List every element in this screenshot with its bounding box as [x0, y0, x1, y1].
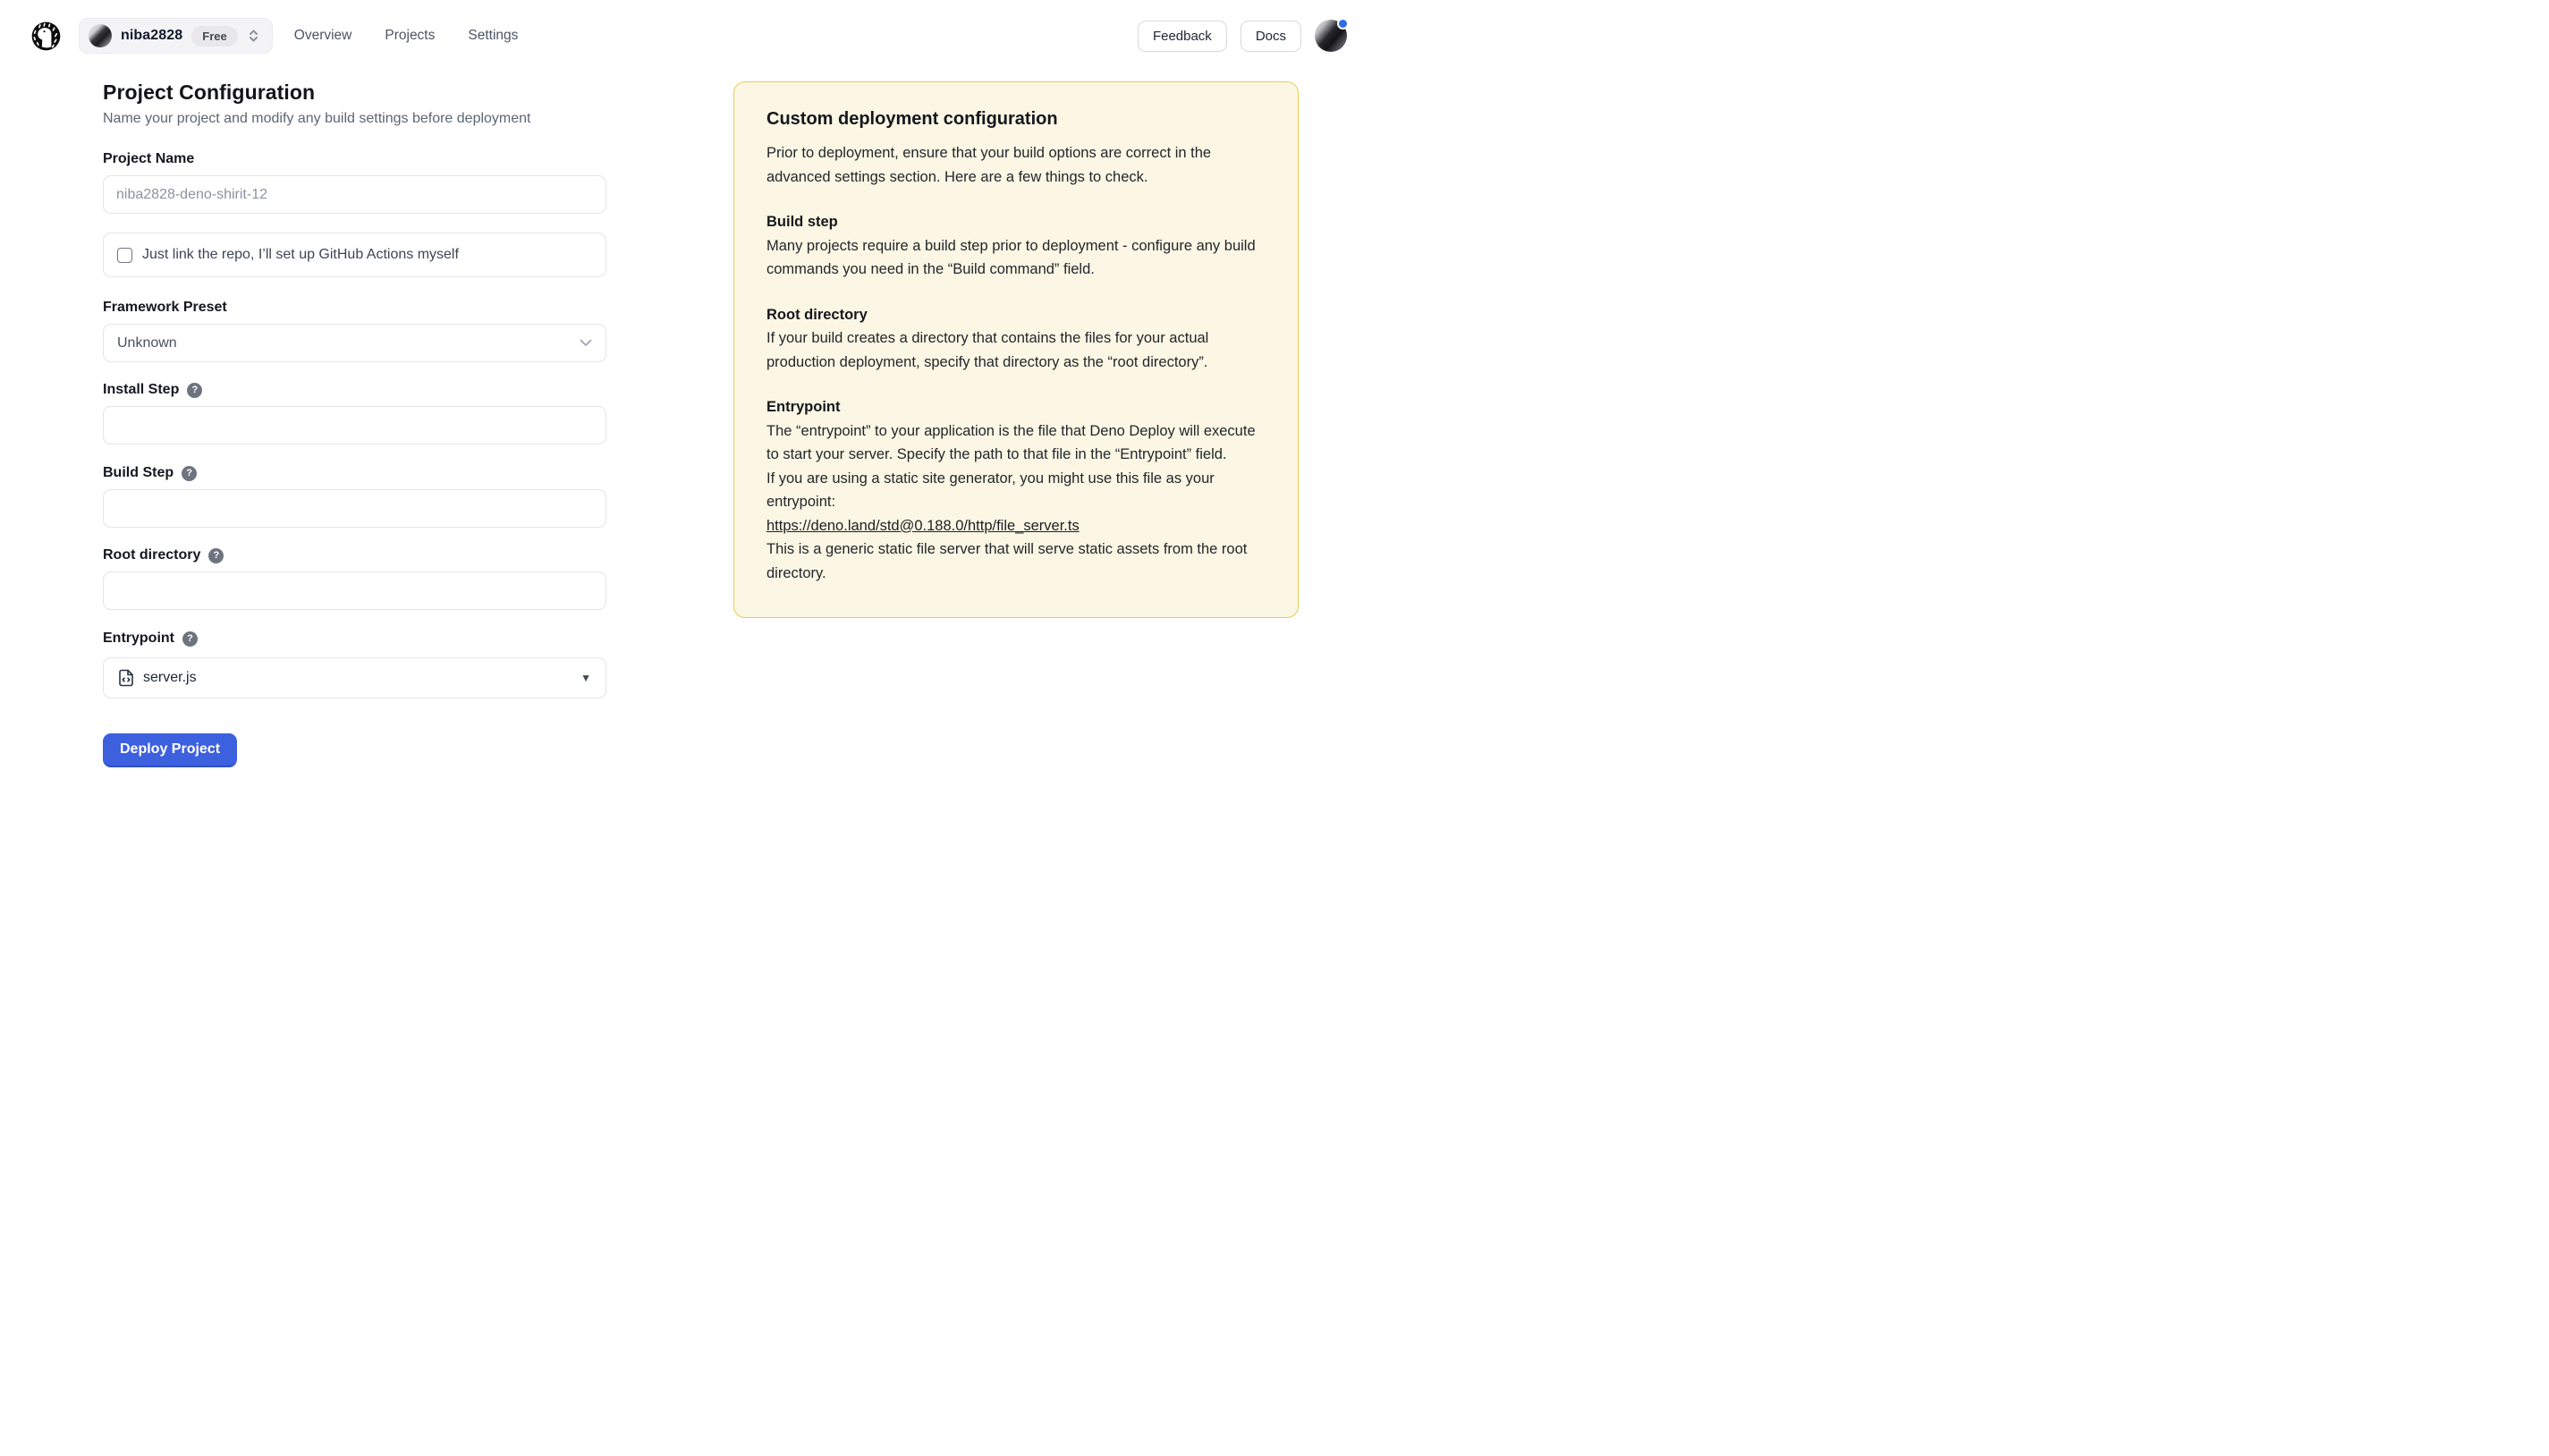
build-step-help-icon[interactable]: ? — [182, 466, 197, 481]
entrypoint-label: Entrypoint — [103, 631, 174, 646]
info-section-build-step — [766, 210, 1266, 282]
main-content — [0, 72, 1374, 767]
chevron-up-down-icon — [247, 29, 260, 43]
link-repo-label[interactable]: Just link the repo, I’ll set up GitHub Actions myself — [142, 247, 459, 262]
nav-overview[interactable]: Overview — [293, 28, 352, 43]
install-step-help-icon[interactable]: ? — [187, 383, 202, 398]
nav-settings[interactable]: Settings — [468, 28, 519, 43]
info-root-directory-heading: Root directory — [766, 306, 868, 323]
caret-down-icon: ▼ — [580, 672, 591, 684]
project-name-label: Project Name — [103, 151, 195, 166]
info-build-step-heading: Build step — [766, 214, 838, 230]
root-directory-help-icon[interactable]: ? — [208, 548, 224, 563]
nav-projects[interactable]: Projects — [385, 28, 436, 43]
file-server-link[interactable]: https://deno.land/std@0.188.0/http/file_server.ts — [766, 517, 1080, 534]
user-avatar[interactable] — [1315, 20, 1347, 52]
plan-badge: Free — [191, 26, 237, 47]
team-avatar — [89, 24, 112, 47]
install-step-label: Install Step — [103, 382, 180, 397]
feedback-button[interactable]: Feedback — [1138, 21, 1227, 52]
online-status-dot — [1337, 18, 1349, 30]
info-entrypoint-body3: This is a generic static file server that will serve static assets from the root directory. — [766, 541, 1248, 581]
project-name-input[interactable] — [103, 175, 606, 214]
info-entrypoint-body1: The “entrypoint” to your application is the file that Deno Deploy will execute to start your server. Specify the path to that file in the “Entrypoint” field. — [766, 422, 1256, 462]
info-panel-intro: Prior to deployment, ensure that your build options are correct in the advanced settings section. Here are a few things to check. — [766, 145, 1212, 185]
custom-deployment-info-panel — [733, 81, 1299, 618]
deploy-project-button[interactable]: Deploy Project — [103, 733, 237, 767]
main-nav — [294, 28, 519, 44]
deno-logo-icon[interactable] — [31, 21, 61, 51]
page-title: Project Configuration — [103, 80, 316, 104]
entrypoint-value: server.js — [143, 670, 197, 685]
entrypoint-help-icon[interactable]: ? — [182, 631, 198, 647]
docs-button[interactable]: Docs — [1241, 21, 1301, 52]
info-build-step-body: Many projects require a build step prior to deployment - configure any build commands you need in the “Build command” field. — [766, 237, 1256, 277]
info-entrypoint-heading: Entrypoint — [766, 399, 841, 415]
info-root-directory-body: If your build creates a directory that contains the files for your actual production deployment, specify that directory as the “root directory”. — [766, 330, 1209, 370]
team-name: niba2828 — [121, 28, 183, 43]
build-step-input[interactable] — [103, 489, 606, 528]
page-subtitle: Name your project and modify any build settings before deployment — [103, 111, 531, 126]
top-nav-bar — [0, 0, 1374, 72]
info-entrypoint-body2: If you are using a static site generator, you might use this file as your entrypoint: — [766, 470, 1215, 510]
info-section-entrypoint — [766, 395, 1266, 585]
file-code-icon — [118, 669, 134, 687]
link-repo-checkbox[interactable] — [117, 248, 132, 263]
framework-preset-label: Framework Preset — [103, 300, 227, 315]
info-panel-title: Custom deployment configuration — [766, 109, 1058, 129]
framework-preset-select[interactable] — [103, 324, 606, 362]
project-configuration-form — [103, 77, 606, 767]
root-directory-label: Root directory — [103, 547, 201, 563]
install-step-input[interactable] — [103, 406, 606, 444]
link-repo-option[interactable] — [103, 233, 606, 277]
info-section-root-directory — [766, 303, 1266, 375]
framework-preset-value: Unknown — [117, 334, 177, 351]
entrypoint-select[interactable] — [103, 657, 606, 698]
root-directory-input[interactable] — [103, 571, 606, 610]
header-actions — [1138, 20, 1347, 52]
build-step-label: Build Step — [103, 465, 174, 480]
team-switcher[interactable] — [79, 18, 273, 54]
chevron-down-icon — [580, 339, 592, 347]
